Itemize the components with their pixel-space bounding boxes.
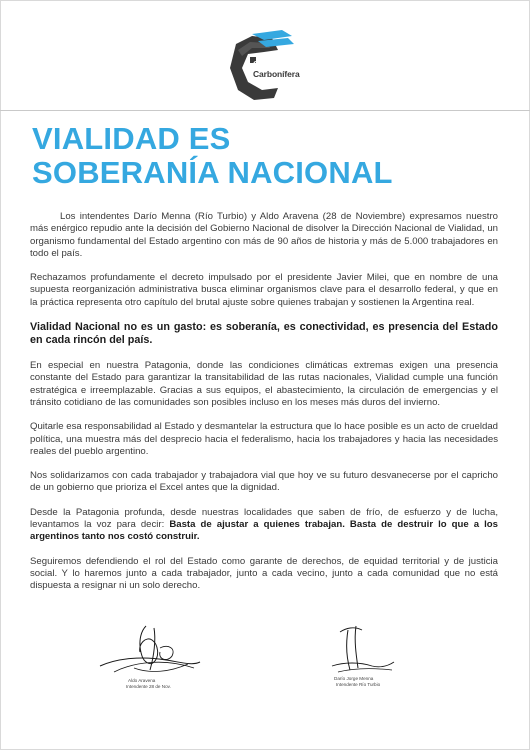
cuenca-carbonifera-logo <box>222 28 314 102</box>
paragraph-7-bold: Basta de ajustar a quienes trabajan. Basta de destruir lo que a los argentinos tanto nos costó construir. <box>30 519 498 543</box>
headline <box>32 122 502 190</box>
handwritten-signature-left-icon <box>94 622 204 682</box>
paragraph-7 <box>30 507 498 544</box>
logo-line-2: Carbonífera <box>253 69 300 79</box>
handwritten-signature-right-icon <box>326 622 400 676</box>
signature-menna <box>326 622 400 692</box>
headline-line-1: VIALIDAD ES <box>32 121 231 156</box>
paragraph-7-intro: Desde la Patagonia profunda, desde nuestras localidades que saben de frío, de esfuerzo y de lucha, levantamos la voz para decir: <box>30 506 498 531</box>
paragraph-2: Rechazamos profundamente el decreto impulsado por el presidente Javier Milei, que en nombre de una supuesta reorganización administrativa busca eliminar organismos clave para el desarrollo federal, y que en la práctica representa otro capítulo del brutal ajuste sobre quienes trabajan y sostienen la Argentina real. <box>30 272 498 308</box>
header-divider <box>0 110 530 111</box>
signature-name-right: Darío Jorge Menna <box>334 676 374 681</box>
paragraph-highlight: Vialidad Nacional no es un gasto: es soberanía, es conectividad, es presencia del Estado en cada rincón del país. <box>30 321 498 347</box>
logo-text <box>253 59 300 79</box>
paragraph-1: Los intendentes Darío Menna (Río Turbio) y Aldo Aravena (28 de Noviembre) expresamos nuestro más enérgico repudio ante la decisión del Gobierno Nacional de disolver la Dirección Nacional de Vialidad, un organismo fundamental del Estado argentino con más de 90 años de historia y más de 5.000 trabajadores en todo el país. <box>30 211 498 259</box>
signature-role-left: Intendente 28 de Nov. <box>126 684 171 689</box>
letter-body <box>30 211 498 605</box>
signature-name-left: Aldo Aravena <box>128 678 156 683</box>
paragraph-6: Nos solidarizamos con cada trabajador y trabajadora vial que hoy ve su futuro desvanecerse por el capricho de un gobierno que prioriza el Excel antes que la dignidad. <box>30 470 498 494</box>
logo-line-1: Cuenca <box>253 59 284 69</box>
paragraph-5: Quitarle esa responsabilidad al Estado y desmantelar la estructura que lo hace posible es un acto de crueldad política, una muestra más del desprecio hacia el federalismo, hacia los trabajadores y hacia las necesidades reales del pueblo argentino. <box>30 421 498 457</box>
headline-line-2: SOBERANÍA NACIONAL <box>32 155 393 190</box>
signature-aravena <box>94 622 204 696</box>
paragraph-4: En especial en nuestra Patagonia, donde las condiciones climáticas extremas exigen una presencia constante del Estado para garantizar la transitabilidad de las rutas nacionales, Vialidad cumple una función estratégica e irreemplazable. Gracias a sus equipos, el abastecimiento, la circulación de emergencias y el tránsito cotidiano de las comunidades son posibles incluso en los meses más duros del invierno. <box>30 360 498 408</box>
signature-role-right: Intendente Río Turbio <box>336 682 381 687</box>
paragraph-8: Seguiremos defendiendo el rol del Estado como garante de derechos, de equidad territorial y de justicia social. Y lo haremos junto a cada trabajador, junto a cada vecino, junto a cada comunidad que no está dispuesta a resignar ni un solo derecho. <box>30 555 498 592</box>
